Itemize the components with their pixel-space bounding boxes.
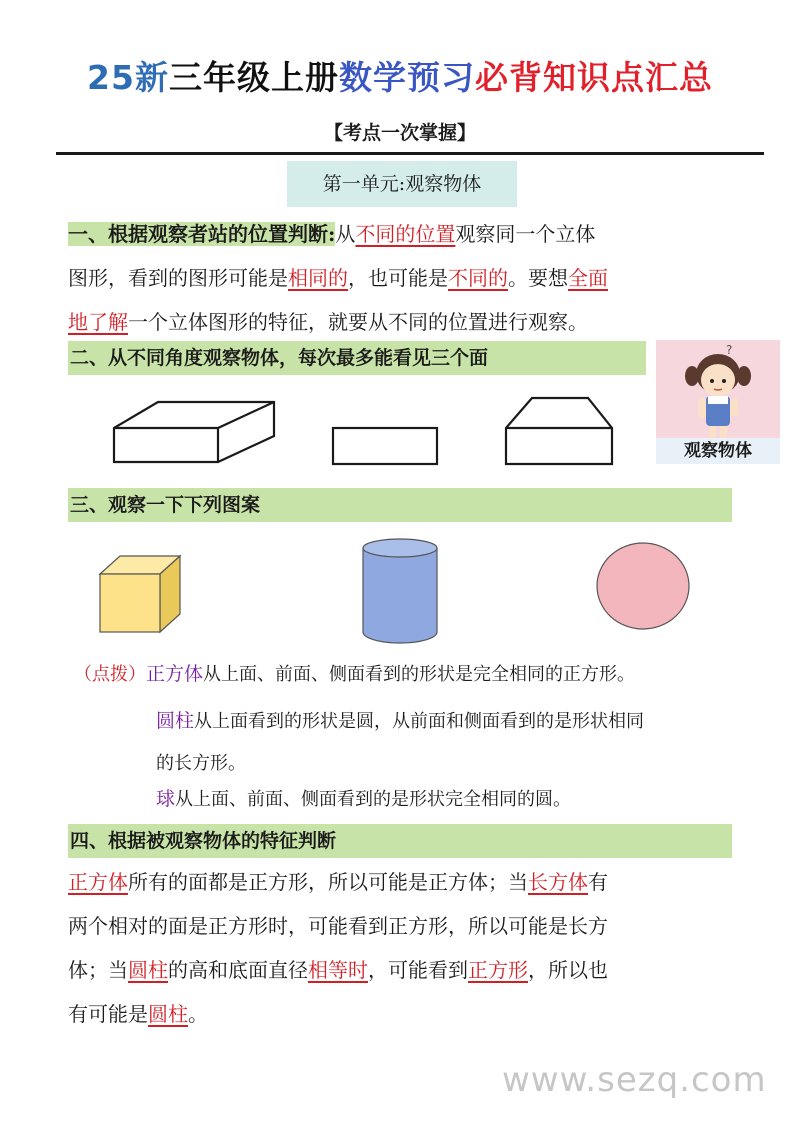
- section-1-heading: 一、根据观察者站的位置判断:: [68, 222, 336, 246]
- tip-cylinder-text-1: 从上面看到的形状是圆，从前面和侧面看到的是形状相同: [194, 711, 645, 732]
- tip-cube-name: 正方体: [146, 663, 204, 685]
- title-part-subject: 数学预习: [338, 58, 475, 97]
- keyword-same: 相同的: [288, 266, 348, 290]
- tip-sphere: [156, 782, 756, 817]
- keyword-comprehensive-a: 全面: [568, 266, 608, 290]
- title-part-summary: 必背知识点汇总: [474, 58, 713, 97]
- watermark: www.sezq.com: [502, 1060, 767, 1100]
- section-1-text: 。要想: [508, 266, 568, 290]
- title-divider: [56, 152, 764, 155]
- keyword-cylinder-2: 圆柱: [148, 1002, 188, 1026]
- tip-cube: [74, 658, 774, 691]
- section-2-heading: 二、从不同角度观察物体，每次最多能看见三个面: [68, 341, 646, 375]
- section-4-heading: 四、根据被观察物体的特征判断: [68, 824, 732, 858]
- cube-shape: [96, 552, 186, 634]
- subtitle: 【考点一次掌握】: [323, 122, 476, 144]
- section-4-line-4: [68, 992, 748, 1036]
- unit-heading: 第一单元:观察物体: [287, 161, 517, 207]
- section-4-text: 有可能是: [68, 1002, 148, 1026]
- section-4-text: 所有的面都是正方形，所以可能是正方体；当: [128, 870, 528, 894]
- tip-cylinder-name: 圆柱: [156, 710, 195, 732]
- keyword-cube: 正方体: [68, 870, 128, 894]
- sphere-shape: [594, 540, 692, 632]
- section-1: [68, 212, 738, 344]
- girl-illustration: [656, 340, 780, 440]
- tip-sphere-name: 球: [156, 788, 176, 810]
- section-4-text: 。: [188, 1002, 208, 1026]
- keyword-comprehensive-b: 地了解: [68, 310, 128, 334]
- title-part-grade: 三年级上册: [168, 58, 339, 97]
- girl-card-label: 观察物体: [656, 438, 780, 464]
- cylinder-shape: [359, 536, 441, 646]
- keyword-cuboid: 长方体: [528, 870, 588, 894]
- page-title: [0, 52, 800, 99]
- section-1-line-1: [68, 212, 738, 256]
- section-4-text: 的高和底面直径: [168, 958, 308, 982]
- tip-label: （点拨）: [74, 664, 146, 685]
- section-1-line-3: [68, 300, 738, 344]
- trapezoid-prism-shape: [502, 394, 618, 468]
- section-1-text: 一个立体图形的特征，就要从不同的位置进行观察。: [128, 310, 588, 334]
- section-4-text: ，可能看到: [368, 958, 468, 982]
- section-4-text: 体；当: [68, 958, 128, 982]
- keyword-cylinder: 圆柱: [128, 958, 168, 982]
- keyword-different-positions: 不同的位置: [355, 222, 456, 246]
- tip-sphere-text: 从上面、前面、侧面看到的是形状完全相同的圆。: [175, 789, 572, 810]
- girl-illustration-card: [656, 340, 780, 464]
- section-1-line-2: [68, 256, 738, 300]
- section-4-text: ，所以也: [528, 958, 608, 982]
- title-part-year: 25新: [87, 58, 169, 97]
- tips-block: [74, 658, 774, 691]
- section-4-body: [68, 860, 748, 1036]
- section-4-line-2: 两个相对的面是正方形时，可能看到正方形，所以可能是长方: [68, 914, 608, 938]
- section-3-heading: 三、观察一下下列图案: [68, 488, 732, 522]
- section-1-text: ，也可能是: [348, 266, 448, 290]
- tip-cube-text: 从上面、前面、侧面看到的形状是完全相同的正方形。: [203, 664, 636, 685]
- keyword-square: 正方形: [468, 958, 528, 982]
- section-1-text: 图形，看到的图形可能是: [68, 266, 288, 290]
- front-rectangle-shape: [331, 426, 441, 468]
- keyword-different: 不同的: [448, 266, 508, 290]
- section-4-text: 有: [588, 870, 608, 894]
- keyword-equal: 相等时: [308, 958, 368, 982]
- tip-cylinder-text-2: 的长方形。: [156, 753, 246, 774]
- tip-cylinder-line-1: [156, 700, 756, 743]
- flat-box-shape: [110, 398, 280, 468]
- section-1-text: 观察同一个立体: [455, 222, 596, 246]
- tip-cylinder: [156, 700, 756, 785]
- section-1-text: 从: [335, 222, 356, 246]
- section-4-line-3: [68, 948, 748, 992]
- svg-text:?: ?: [726, 343, 733, 357]
- section-4-line-1: [68, 860, 748, 904]
